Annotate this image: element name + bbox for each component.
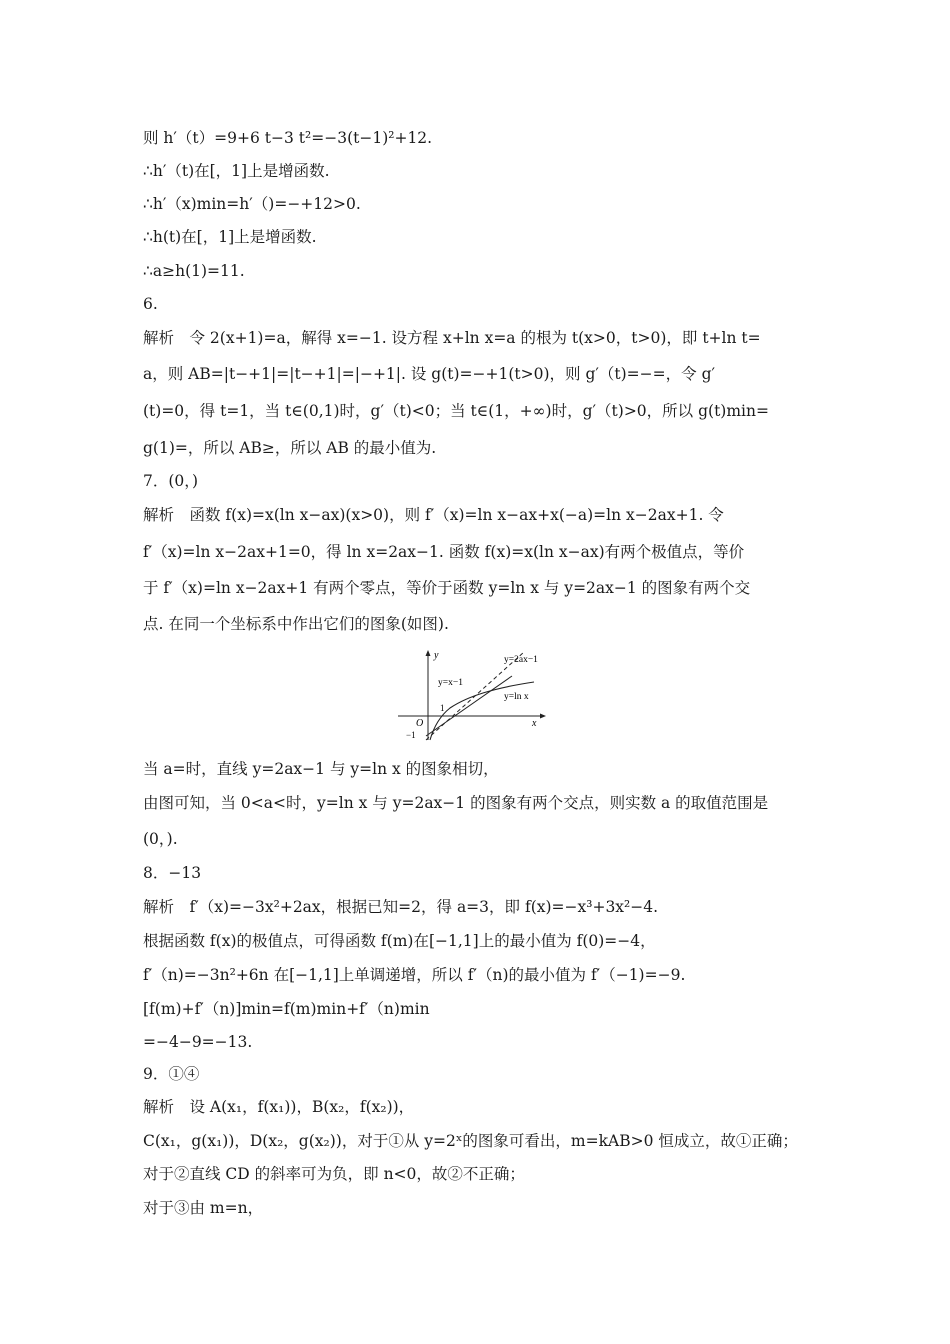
text-line: g(1)=，所以 AB≥，所以 AB 的最小值为. [143, 439, 437, 457]
curve-label: y=ln x [504, 692, 529, 702]
y-axis-arrow [426, 650, 431, 656]
text-line: (0，). [143, 830, 178, 848]
origin-label: O [416, 718, 424, 729]
text-line: [f(m)+f′（n)]min=f(m)min+f′（n)min [143, 1000, 430, 1018]
text-line: 则 h′（t）=9+6 t−3 t²=−3(t−1)²+12. [143, 129, 433, 147]
text-line: 对于②直线 CD 的斜率可为负，即 n<0，故②不正确； [143, 1165, 525, 1183]
question-number: 6. [143, 295, 158, 313]
curve-y-ln-x [430, 682, 534, 740]
text-line: 根据函数 f(x)的极值点，可得函数 f(m)在[−1,1]上的最小值为 f(0)=−4， [143, 932, 656, 950]
one-label: 1 [440, 703, 445, 713]
function-graph-figure [394, 648, 560, 742]
text-line: 解析 f′（x)=−3x²+2ax，根据已知=2，得 a=3，即 f(x)=−x³+3x²−4. [143, 898, 659, 916]
text-line: C(x₁，g(x₁))，D(x₂，g(x₂))，对于①从 y=2ˣ的图象可看出，m=kAB>0 恒成立，故①正确； [143, 1132, 798, 1150]
text-line: f′（x)=ln x−2ax+1=0，得 ln x=2ax−1. 函数 f(x)=x(ln x−ax)有两个极值点，等价 [143, 543, 745, 561]
question-number: 9．①④ [143, 1065, 200, 1083]
text-line: a，则 AB=|t−+1|=|t−+1|=|−+1|. 设 g(t)=−+1(t>0)，则 g′（t)=−=，令 g′ [143, 365, 716, 383]
neg-one-label: −1 [406, 730, 416, 740]
text-line: 于 f′（x)=ln x−2ax+1 有两个零点，等价于函数 y=ln x 与 y=2ax−1 的图象有两个交 [143, 579, 751, 597]
text-line: 解析 令 2(x+1)=a，解得 x=−1. 设方程 x+ln x=a 的根为 t(x>0，t>0)，即 t+ln t= [143, 329, 761, 347]
text-line: f′（n)=−3n²+6n 在[−1,1]上单调递增，所以 f′（n)的最小值为 f′（−1)=−9. [143, 966, 686, 984]
x-axis-label: x [532, 718, 537, 729]
text-line: ∴a≥h(1)=11. [143, 262, 245, 280]
question-number: 8．−13 [143, 864, 202, 882]
text-line: 点. 在同一个坐标系中作出它们的图象(如图). [143, 615, 449, 633]
text-line: ∴h′（x)min=h′（)=−+12>0. [143, 195, 361, 213]
text-line: =−4−9=−13. [143, 1033, 253, 1051]
text-line: 对于③由 m=n， [143, 1199, 264, 1217]
text-line: ∴h(t)在[，1]上是增函数. [143, 228, 317, 246]
text-line: 由图可知，当 0<a<时，y=ln x 与 y=2ax−1 的图象有两个交点，则实数 a 的取值范围是 [143, 794, 769, 812]
x-axis-arrow [540, 714, 546, 719]
text-line: 解析 函数 f(x)=x(ln x−ax)(x>0)，则 f′（x)=ln x−ax+x(−a)=ln x−2ax+1. 令 [143, 506, 724, 524]
question-number: 7．(0，) [143, 472, 199, 490]
line2-label: y=x−1 [438, 678, 463, 688]
y-axis-label: y [434, 650, 439, 661]
text-line: 解析 设 A(x₁，f(x₁))，B(x₂，f(x₂))， [143, 1098, 415, 1116]
text-line: ∴h′（t)在[，1]上是增函数. [143, 162, 330, 180]
line1-label: y=2ax−1 [504, 655, 538, 665]
text-line: 当 a=时，直线 y=2ax−1 与 y=ln x 的图象相切， [143, 760, 499, 778]
text-line: (t)=0，得 t=1，当 t∈(0,1)时，g′（t)<0；当 t∈(1，+∞)时，g′（t)>0，所以 g(t)min= [143, 402, 769, 420]
